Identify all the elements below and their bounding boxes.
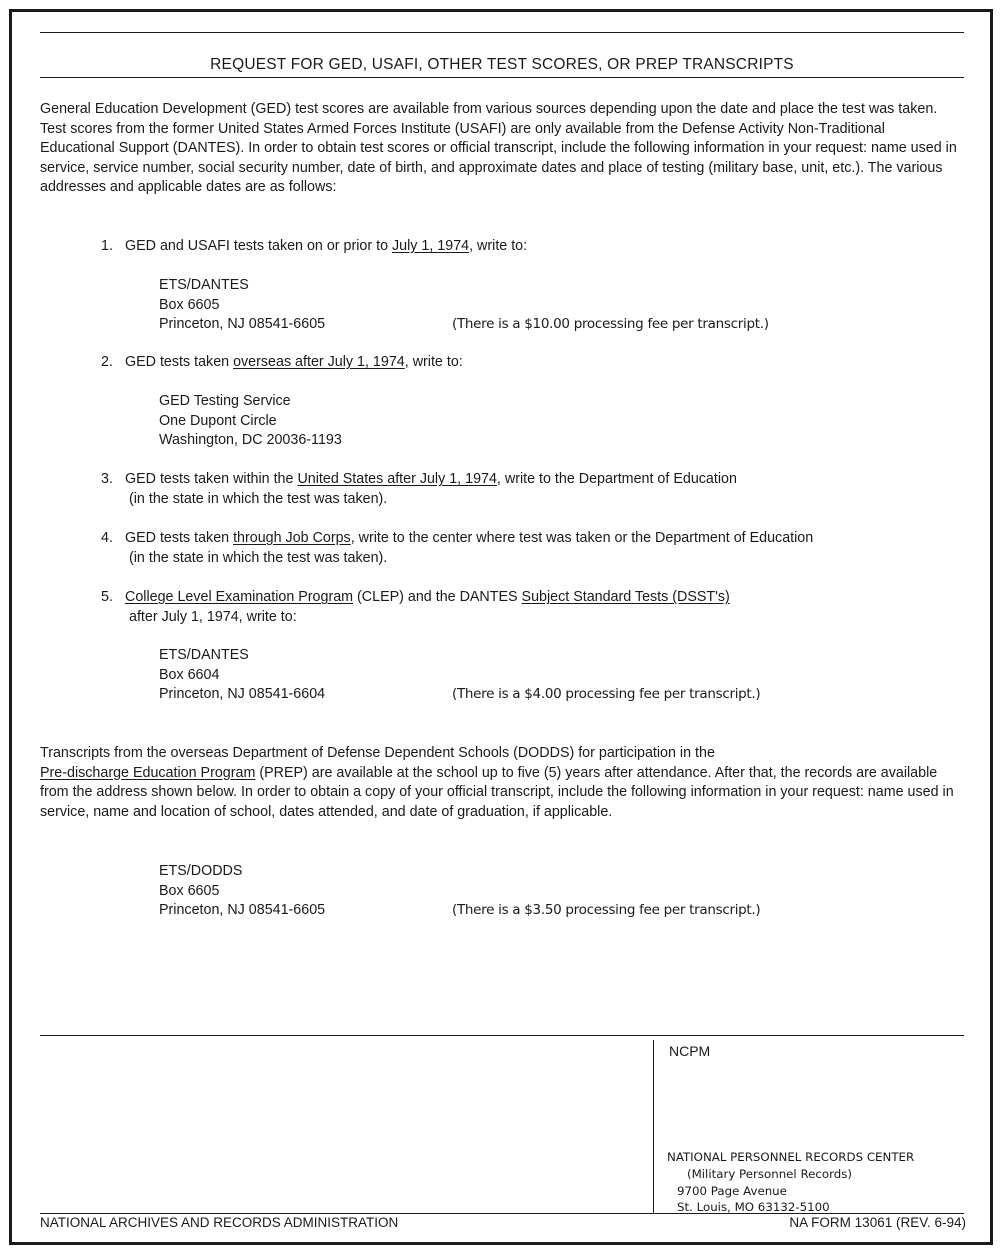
fee-note-5: (There is a $4.00 processing fee per transcript.) — [452, 686, 761, 702]
ncpm-label: NCPM — [669, 1043, 711, 1059]
list-item-1: 1. GED and USAFI tests taken on or prior to July 1, 1974, write to: — [101, 237, 527, 257]
top-rule — [40, 32, 964, 33]
address-block-1: ETS/DANTES Box 6605 Princeton, NJ 08541-6605 — [159, 277, 326, 332]
records-center-address: NATIONAL PERSONNEL RECORDS CENTER (Military Personnel Records) 9700 Page Avenue St. Louis, MO 63132-5100 — [667, 1150, 915, 1215]
bottom-rule — [40, 1213, 964, 1214]
form-title: REQUEST FOR GED, USAFI, OTHER TEST SCORES, OR PREP TRANSCRIPTS — [210, 56, 794, 73]
underlined-phrase: overseas after July 1, 1974 — [233, 354, 405, 370]
item-number: 1. — [101, 238, 113, 254]
title-rule — [40, 77, 964, 78]
underlined-date: July 1, 1974 — [392, 238, 470, 254]
intro-paragraph: General Education Development (GED) test scores are available from various sources depending upon the date and place the test was taken. Test scores from the former United States Armed Forces Institute (USAFI) are only available from the Defense Activity Non-Traditional Educational Support (DANTES). In order to obtain test scores or official transcript, include the following information in your request: name used in service, service number, social security number, date of birth, and approximate dates and place of testing (military base, unit, etc.). The various addresses and applicable dates are as follows: — [40, 101, 957, 195]
list-item-2: 2. GED tests taken overseas after July 1, 1974, write to: — [101, 353, 463, 373]
fee-note-prep: (There is a $3.50 processing fee per transcript.) — [452, 902, 761, 918]
underlined-phrase: College Level Examination Program — [125, 589, 354, 605]
item-number: 4. — [101, 530, 113, 546]
form-number: NA FORM 13061 (REV. 6-94) — [789, 1215, 966, 1230]
fee-note-1: (There is a $10.00 processing fee per transcript.) — [452, 316, 769, 332]
underlined-phrase: United States after July 1, 1974 — [297, 471, 497, 487]
list-item-3: 3. GED tests taken within the United States after July 1, 1974, write to the Department of Education (in the state in which the test was taken). — [101, 471, 737, 507]
underlined-phrase: Pre-discharge Education Program — [40, 764, 256, 781]
list-item-4: 4. GED tests taken through Job Corps, write to the center where test was taken or the Department of Education (in the state in which the test was taken). — [101, 530, 814, 566]
footer-divider — [653, 1040, 654, 1214]
item-number: 3. — [101, 471, 113, 487]
item-number: 5. — [101, 589, 113, 605]
address-block-prep: ETS/DODDS Box 6605 Princeton, NJ 08541-6605 — [159, 863, 326, 918]
footer-rule — [40, 1035, 964, 1036]
agency-name: NATIONAL ARCHIVES AND RECORDS ADMINISTRATION — [40, 1215, 399, 1230]
address-block-2: GED Testing Service One Dupont Circle Washington, DC 20036-1193 — [159, 393, 342, 448]
underlined-phrase: Subject Standard Tests (DSST's) — [521, 589, 730, 605]
list-item-5: 5. College Level Examination Program (CLEP) and the DANTES Subject Standard Tests (DSST's) after July 1, 1974, write to: — [101, 589, 730, 625]
item-number: 2. — [101, 354, 113, 370]
underlined-phrase: through Job Corps — [233, 530, 351, 546]
address-block-5: ETS/DANTES Box 6604 Princeton, NJ 08541-6604 — [159, 647, 326, 702]
prep-paragraph: Transcripts from the overseas Department of Defense Dependent Schools (DODDS) for participation in the Pre-discharge Education Program (PREP) are available at the school up to five (5) years after attendance. After that, the records are available from the address shown below. In order to obtain a copy of your official transcript, include the following information in your request: name used in service, name and location of school, dates attended, and date of graduation, if applicable. — [40, 745, 954, 820]
